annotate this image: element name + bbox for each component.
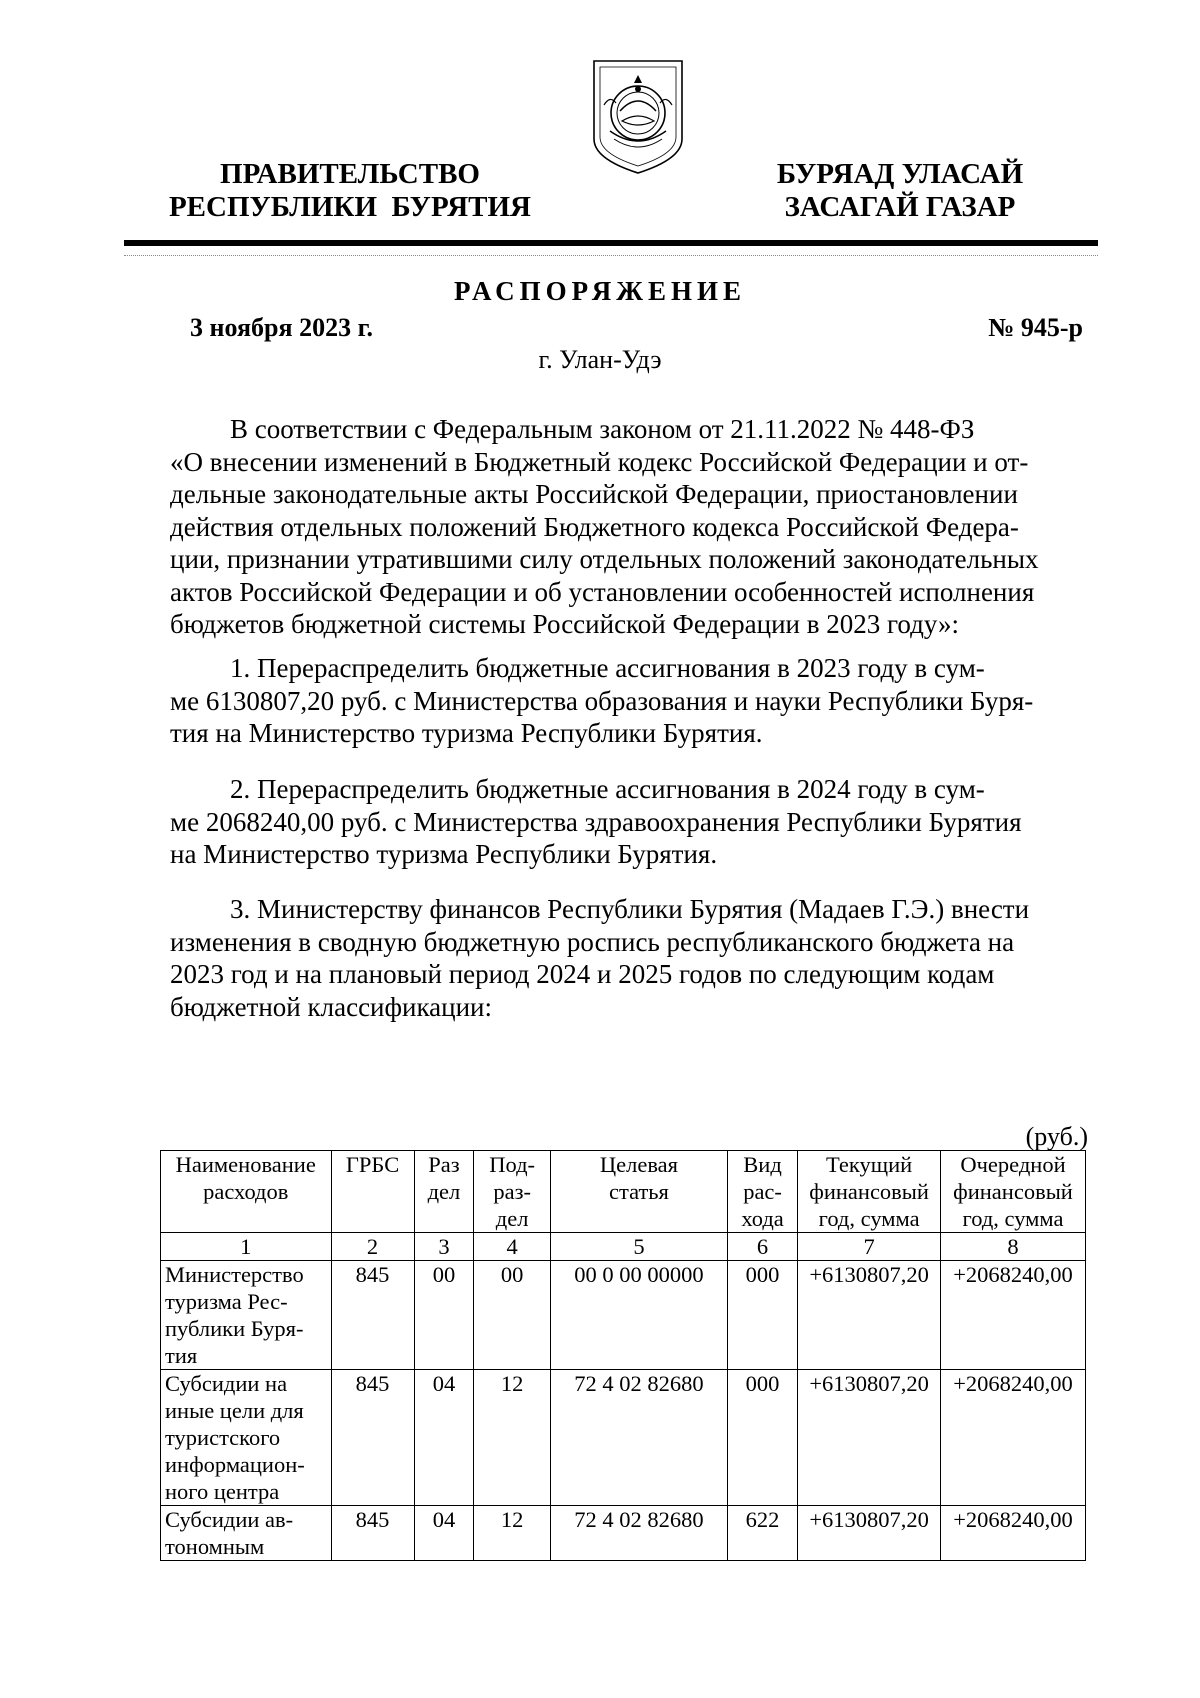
item-1-line: тия на Министерство туризма Республики Бурятия. (170, 718, 763, 748)
row-next-cell: +2068240,00 (941, 1261, 1086, 1370)
preamble-line: ции, признании утратившими силу отдельных положений законодательных (170, 544, 1039, 574)
row-current-cell: +6130807,20 (798, 1370, 941, 1506)
row-target-cell: 00 0 00 00000 (551, 1261, 728, 1370)
header-right-line1: БУРЯАД УЛАСАЙ (776, 158, 1024, 190)
item-3-line: 3. Министерству финансов Республики Бурятия (Мадаев Г.Э.) внести (230, 894, 1030, 924)
row-current-cell: +6130807,20 (798, 1261, 941, 1370)
table-row (161, 1506, 1086, 1561)
header-cell-grbs: ГРБС (331, 1151, 414, 1233)
item-1-line: ме 6130807,20 руб. с Министерства образования и науки Республики Буря- (170, 685, 1034, 716)
document-title: РАСПОРЯЖЕНИЕ (453, 276, 747, 306)
table-unit-label: (руб.) (1025, 1122, 1088, 1151)
header-left-line2: РЕСПУБЛИКИ БУРЯТИЯ (168, 191, 532, 223)
column-number: 2 (331, 1233, 414, 1261)
header-right-line2: ЗАСАГАЙ ГАЗАР (784, 191, 1016, 223)
item-3-line: бюджетной классификации: (170, 991, 492, 1022)
preamble-line: «О внесении изменений в Бюджетный кодекс Российской Федерации и от- (170, 446, 1029, 477)
budget-table (160, 1150, 1086, 1561)
column-number: 6 (727, 1233, 797, 1261)
document-date: 3 ноября 2023 г. (190, 313, 373, 342)
row-vid-cell: 000 (727, 1261, 797, 1370)
row-name-cell: Субсидии ав- тономным (161, 1506, 332, 1561)
row-current-cell: +6130807,20 (798, 1506, 941, 1561)
item-3-paragraph (170, 893, 1081, 1023)
row-podrazdel-cell: 12 (474, 1370, 551, 1506)
header-cell-current: Текущий финансовый год, сумма (798, 1151, 941, 1233)
preamble-line: В соответствии с Федеральным законом от 21.11.2022 № 448-ФЗ (230, 414, 975, 444)
item-3-line: 2023 год и на плановый период 2024 и 2025 годов по следующим кодам (170, 959, 995, 989)
row-vid-cell: 000 (727, 1370, 797, 1506)
row-razdel-cell: 04 (414, 1370, 474, 1506)
row-grbs-cell: 845 (331, 1506, 414, 1561)
item-2-paragraph (170, 773, 1081, 871)
coat-of-arms-emblem (590, 55, 686, 177)
row-razdel-cell: 04 (414, 1506, 474, 1561)
row-next-cell: +2068240,00 (941, 1370, 1086, 1506)
row-name-cell: Министерство туризма Рес- публики Буря- тия (161, 1261, 332, 1370)
column-number: 8 (941, 1233, 1086, 1261)
table-row (161, 1370, 1086, 1506)
row-target-cell: 72 4 02 82680 (551, 1506, 728, 1561)
row-grbs-cell: 845 (331, 1261, 414, 1370)
row-vid-cell: 622 (727, 1506, 797, 1561)
header-left (165, 158, 535, 224)
item-2-line: ме 2068240,00 руб. с Министерства здравоохранения Республики Бурятия (170, 806, 1022, 837)
table-number-row (161, 1233, 1086, 1261)
item-2-line: 2. Перераспределить бюджетные ассигнования в 2024 году в сум- (230, 774, 985, 804)
row-target-cell: 72 4 02 82680 (551, 1370, 728, 1506)
item-1-line: 1. Перераспределить бюджетные ассигнования в 2023 году в сум- (230, 653, 985, 683)
header-divider-thick (124, 240, 1098, 246)
column-number: 7 (798, 1233, 941, 1261)
header-cell-target: Целевая статья (551, 1151, 728, 1233)
row-razdel-cell: 00 (414, 1261, 474, 1370)
row-next-cell: +2068240,00 (941, 1506, 1086, 1561)
table-row (161, 1261, 1086, 1370)
preamble-paragraph (170, 413, 1081, 641)
header-cell-name: Наименование расходов (161, 1151, 332, 1233)
preamble-line: дельные законодательные акты Российской Федерации, приостановлении (170, 479, 1018, 509)
column-number: 4 (474, 1233, 551, 1261)
item-3-line: изменения в сводную бюджетную роспись республиканского бюджета на (170, 926, 1015, 957)
table-header-row (161, 1151, 1086, 1233)
preamble-line: бюджетов бюджетной системы Российской Федерации в 2023 году»: (170, 609, 960, 639)
row-grbs-cell: 845 (331, 1370, 414, 1506)
column-number: 5 (551, 1233, 728, 1261)
header-left-line1: ПРАВИТЕЛЬСТВО (220, 158, 480, 190)
column-number: 1 (161, 1233, 332, 1261)
header-cell-razdel: Раз дел (414, 1151, 474, 1233)
preamble-line: актов Российской Федерации и об установлении особенностей исполнения (170, 576, 1035, 607)
header-cell-podrazdel: Под- раз- дел (474, 1151, 551, 1233)
row-podrazdel-cell: 00 (474, 1261, 551, 1370)
item-2-line: на Министерство туризма Республики Бурятия. (170, 839, 718, 869)
header-divider-thin (124, 255, 1098, 256)
document-city: г. Улан-Удэ (538, 345, 662, 374)
preamble-line: действия отдельных положений Бюджетного кодекса Российской Федера- (170, 511, 1019, 542)
row-name-cell: Субсидии на иные цели для туристского информацион- ного центра (161, 1370, 332, 1506)
document-number: № 945-р (988, 313, 1083, 342)
row-podrazdel-cell: 12 (474, 1506, 551, 1561)
header-cell-next: Очередной финансовый год, сумма (941, 1151, 1086, 1233)
column-number: 3 (414, 1233, 474, 1261)
header-cell-vid: Вид рас- хода (727, 1151, 797, 1233)
header-right (740, 158, 1060, 224)
item-1-paragraph (170, 652, 1081, 750)
